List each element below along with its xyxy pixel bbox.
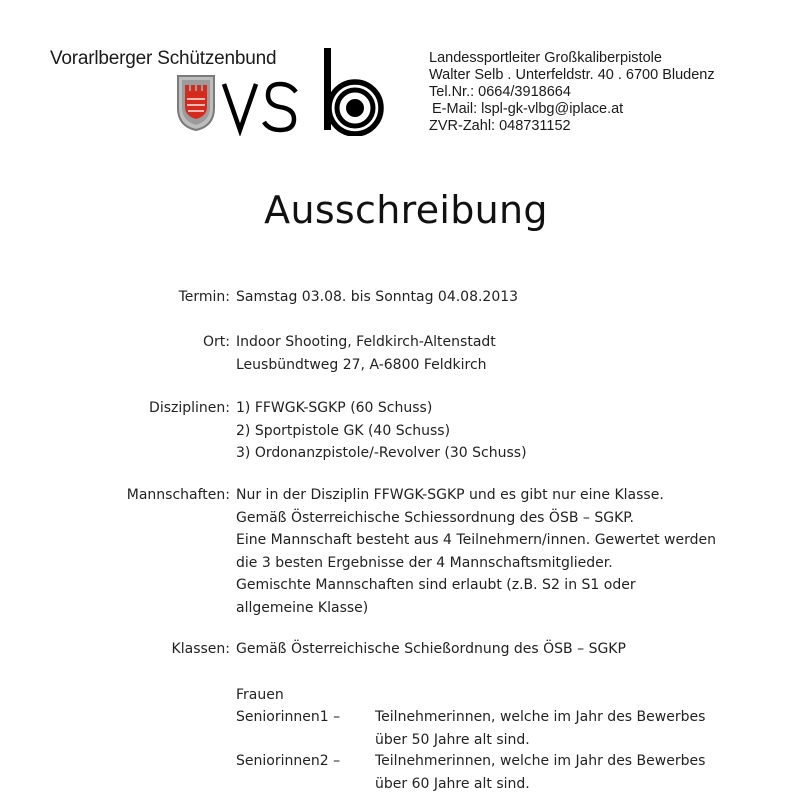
klasse-description bbox=[375, 706, 705, 751]
klasse-name: Seniorinnen1 – bbox=[236, 709, 341, 725]
termin-label: Termin: bbox=[178, 289, 230, 305]
mannschaften-line: allgemeine Klasse) bbox=[236, 599, 369, 616]
klasse-description bbox=[375, 750, 705, 795]
ort-label: Ort: bbox=[203, 334, 230, 350]
page-title: Ausschreibung bbox=[264, 188, 548, 232]
disziplin-item: 1) FFWGK-SGKP (60 Schuss) bbox=[236, 400, 433, 416]
klasse-desc-line: über 60 Jahre alt sind. bbox=[375, 775, 530, 792]
disziplinen-label: Disziplinen: bbox=[149, 400, 230, 416]
contact-address: Walter Selb . Unterfeldstr. 40 . 6700 Bludenz bbox=[429, 67, 715, 83]
mannschaften-value bbox=[236, 484, 716, 619]
mannschaften-line: Gemäß Österreichische Schiessordnung des ÖSB – SGKP. bbox=[236, 509, 634, 526]
mannschaften-line: die 3 besten Ergebnisse der 4 Mannschaftsmitglieder. bbox=[236, 554, 613, 571]
mannschaften-line: Nur in der Disziplin FFWGK-SGKP und es gibt nur eine Klasse. bbox=[236, 487, 664, 503]
termin-value: Samstag 03.08. bis Sonntag 04.08.2013 bbox=[236, 289, 519, 305]
vsb-logo bbox=[218, 44, 390, 136]
disziplin-item: 2) Sportpistole GK (40 Schuss) bbox=[236, 422, 451, 439]
klasse-name: Seniorinnen2 – bbox=[236, 753, 341, 769]
klasse-desc-line: Teilnehmerinnen, welche im Jahr des Bewerbes bbox=[375, 753, 706, 769]
klassen-label: Klassen: bbox=[171, 641, 230, 657]
disziplinen-value bbox=[236, 397, 527, 465]
contact-zvr: ZVR-Zahl: 048731152 bbox=[429, 118, 571, 134]
ort-line: Leusbündtweg 27, A-6800 Feldkirch bbox=[236, 356, 487, 373]
mannschaften-line: Gemischte Mannschaften sind erlaubt (z.B. S2 in S1 oder bbox=[236, 577, 636, 593]
ort-line: Indoor Shooting, Feldkirch-Altenstadt bbox=[236, 334, 496, 350]
coat-of-arms-icon bbox=[176, 74, 216, 132]
contact-block bbox=[429, 50, 715, 135]
contact-title: Landessportleiter Großkaliberpistole bbox=[429, 50, 662, 66]
ort-value bbox=[236, 331, 496, 376]
mannschaften-label: Mannschaften: bbox=[126, 487, 230, 503]
klasse-desc-line: Teilnehmerinnen, welche im Jahr des Bewerbes bbox=[375, 709, 706, 725]
mannschaften-line: Eine Mannschaft besteht aus 4 Teilnehmern/innen. Gewertet werden bbox=[236, 532, 716, 548]
contact-email: E-Mail: lspl-gk-vlbg@iplace.at bbox=[432, 101, 624, 117]
disziplin-item: 3) Ordonanzpistole/-Revolver (30 Schuss) bbox=[236, 445, 527, 461]
klassen-value: Gemäß Österreichische Schießordnung des ÖSB – SGKP bbox=[236, 641, 626, 657]
org-name: Vorarlberger Schützenbund bbox=[50, 48, 277, 69]
klasse-desc-line: über 50 Jahre alt sind. bbox=[375, 731, 530, 748]
contact-phone: Tel.Nr.: 0664/3918664 bbox=[429, 84, 571, 100]
klassen-frauen: Frauen bbox=[236, 687, 284, 703]
